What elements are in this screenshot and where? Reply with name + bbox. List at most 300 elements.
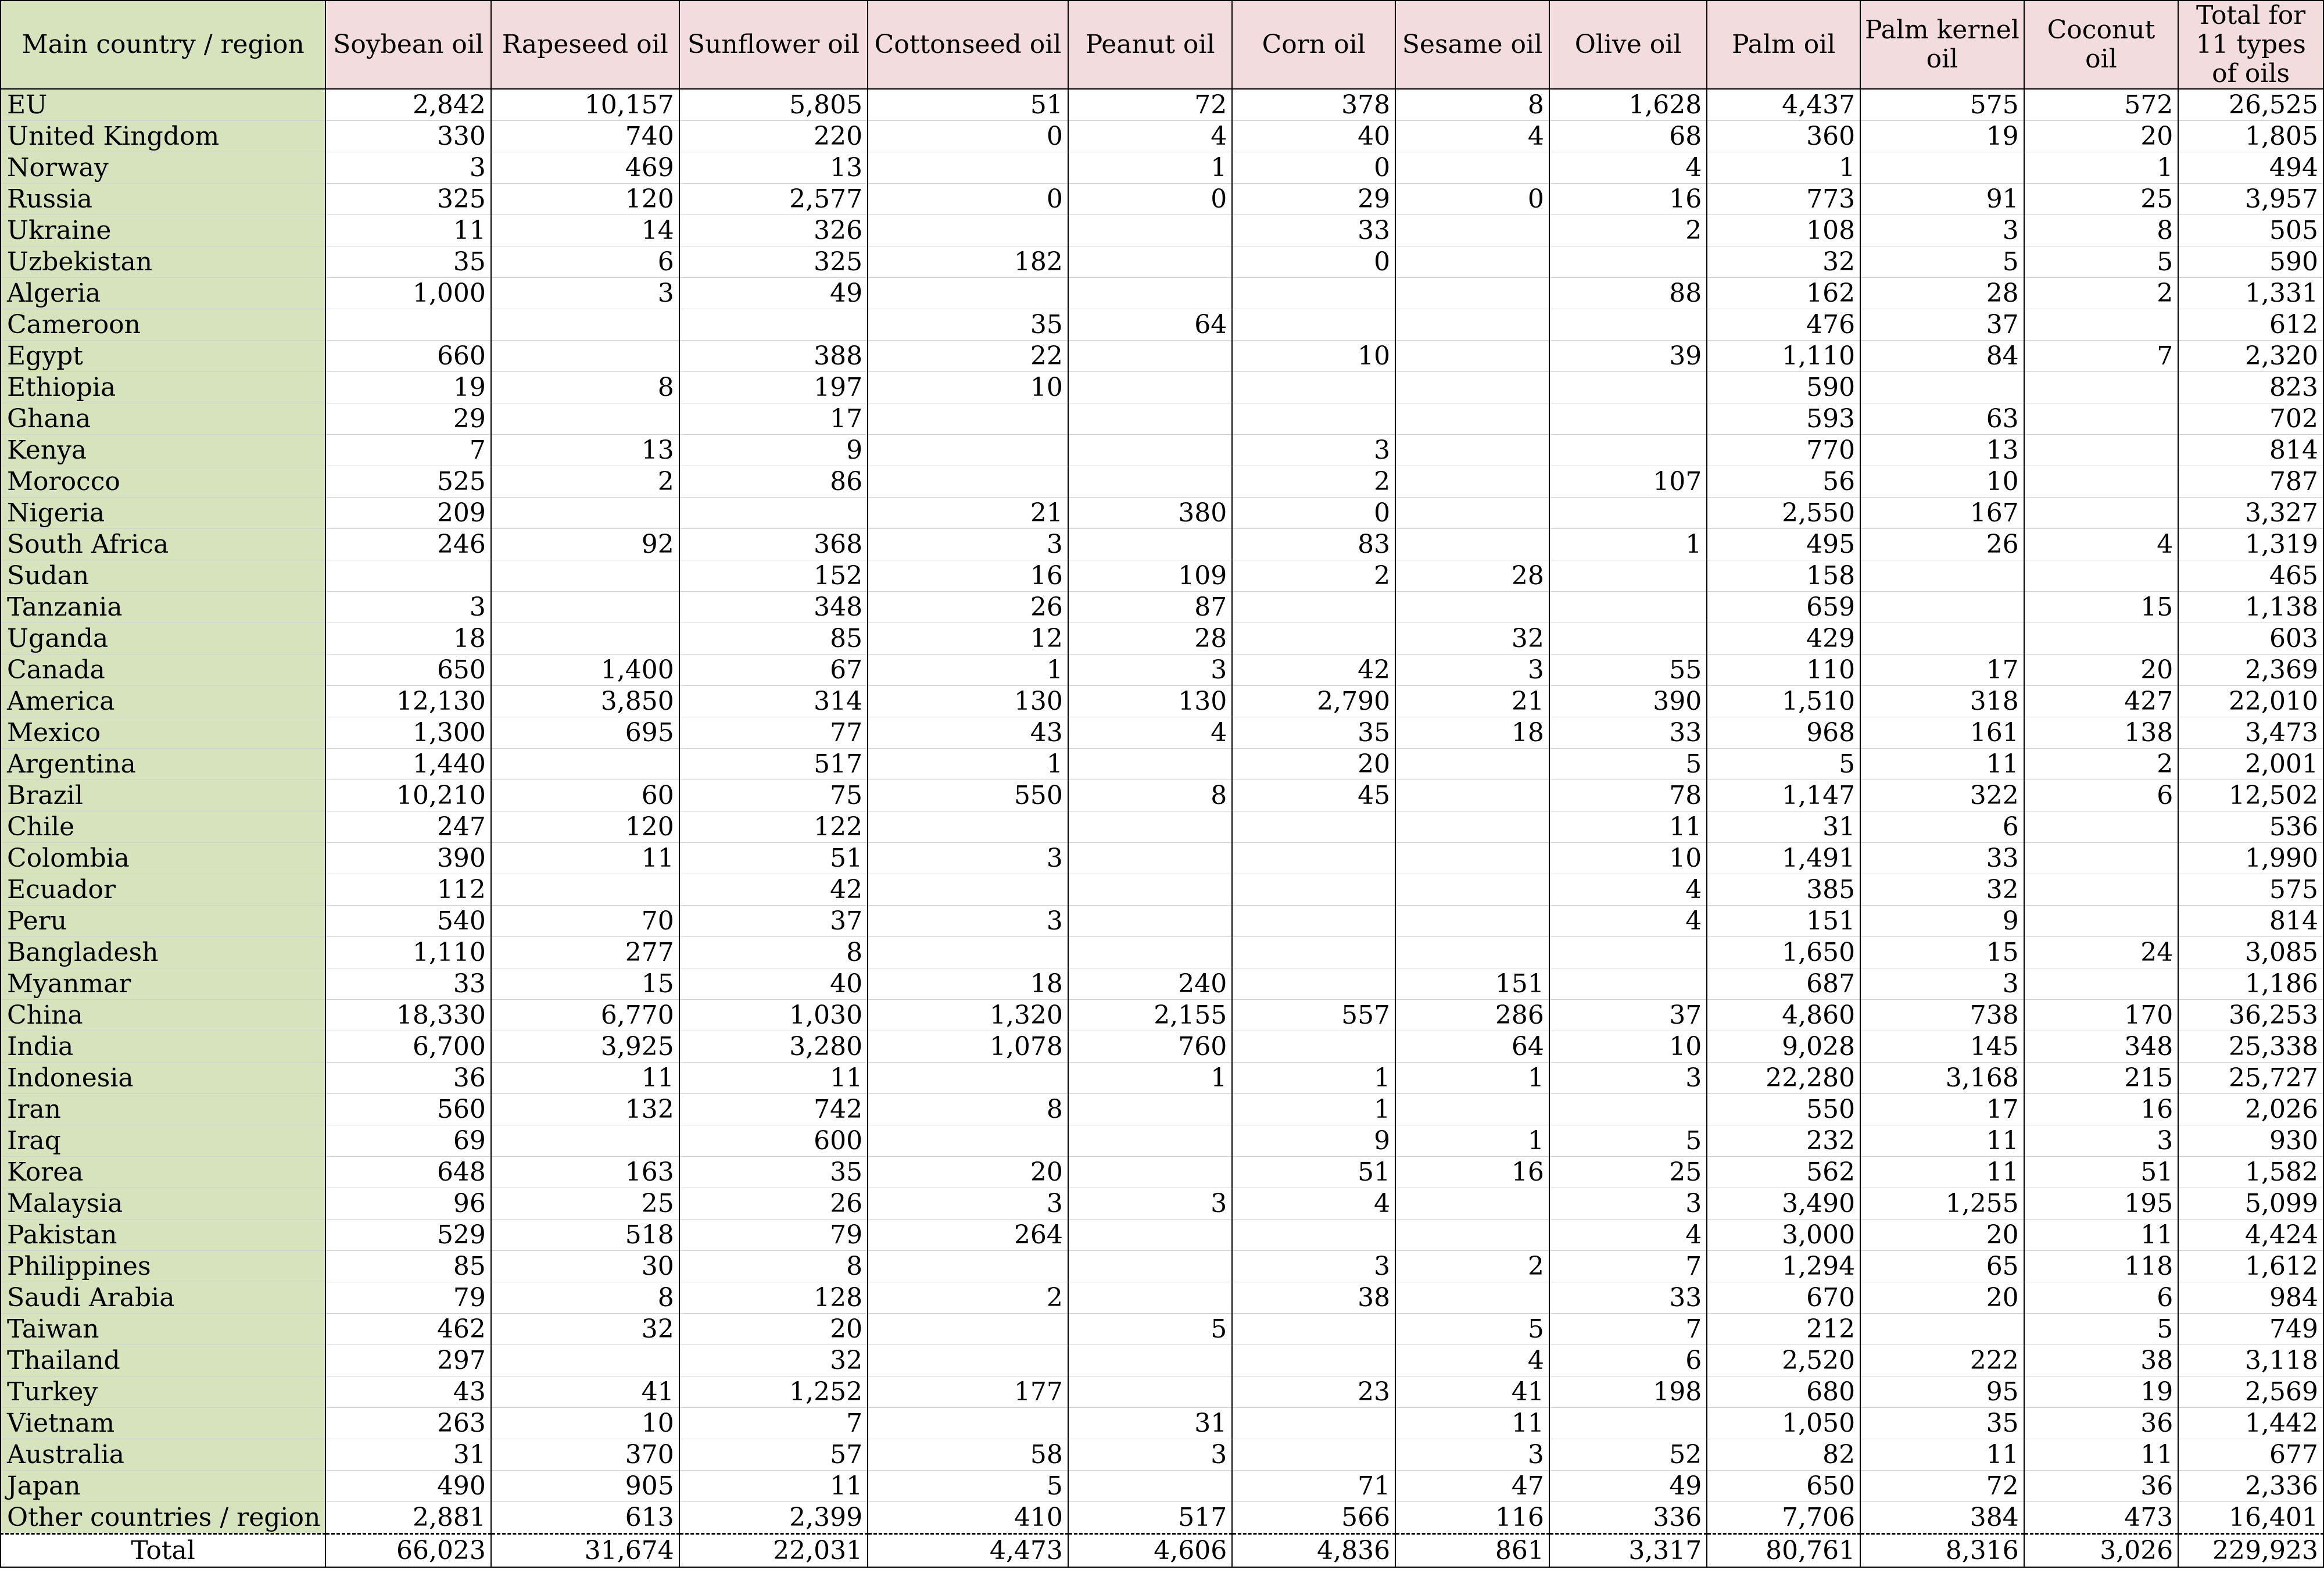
value-cell[interactable]: 16: [1395, 1157, 1549, 1188]
value-cell[interactable]: 13: [491, 435, 679, 466]
value-cell[interactable]: 2,881: [325, 1502, 491, 1534]
value-cell[interactable]: 429: [1707, 623, 1860, 655]
country-cell[interactable]: Kenya: [1, 435, 325, 466]
value-cell[interactable]: [1395, 937, 1549, 968]
value-cell[interactable]: 1,147: [1707, 780, 1860, 811]
value-cell[interactable]: 7: [1549, 1314, 1707, 1345]
column-header-cell[interactable]: Total for 11 types of oils: [2178, 1, 2323, 89]
value-cell[interactable]: 2,550: [1707, 498, 1860, 529]
value-cell[interactable]: [1395, 843, 1549, 874]
value-cell[interactable]: 13: [679, 152, 868, 184]
value-cell[interactable]: [1395, 372, 1549, 403]
value-cell[interactable]: 19: [2024, 1376, 2179, 1408]
value-cell[interactable]: [1549, 592, 1707, 623]
value-cell[interactable]: 64: [1395, 1031, 1549, 1063]
value-cell[interactable]: [325, 560, 491, 592]
value-cell[interactable]: 39: [1549, 341, 1707, 372]
value-cell[interactable]: 78: [1549, 780, 1707, 811]
value-cell[interactable]: 5: [1860, 246, 2024, 278]
value-cell[interactable]: [2024, 811, 2179, 843]
value-cell[interactable]: 1: [1549, 529, 1707, 560]
value-cell[interactable]: 612: [2178, 309, 2323, 341]
value-cell[interactable]: 17: [1860, 1094, 2024, 1125]
value-cell[interactable]: [1395, 1094, 1549, 1125]
value-cell[interactable]: 7: [325, 435, 491, 466]
value-cell[interactable]: 968: [1707, 717, 1860, 749]
value-cell[interactable]: [1068, 466, 1232, 498]
value-cell[interactable]: 6: [2024, 780, 2179, 811]
value-cell[interactable]: [2024, 968, 2179, 1000]
value-cell[interactable]: 41: [1395, 1376, 1549, 1408]
value-cell[interactable]: 33: [1549, 1282, 1707, 1314]
value-cell[interactable]: 151: [1707, 906, 1860, 937]
value-cell[interactable]: 109: [1068, 560, 1232, 592]
value-cell[interactable]: 128: [679, 1282, 868, 1314]
value-cell[interactable]: [491, 874, 679, 906]
value-cell[interactable]: [868, 278, 1068, 309]
value-cell[interactable]: 28: [1395, 560, 1549, 592]
value-cell[interactable]: [491, 1125, 679, 1157]
value-cell[interactable]: 11: [2024, 1439, 2179, 1471]
value-cell[interactable]: 3,168: [1860, 1063, 2024, 1094]
value-cell[interactable]: 28: [1860, 278, 2024, 309]
value-cell[interactable]: 348: [2024, 1031, 2179, 1063]
value-cell[interactable]: 6: [491, 246, 679, 278]
value-cell[interactable]: 0: [1232, 246, 1395, 278]
value-cell[interactable]: 476: [1707, 309, 1860, 341]
value-cell[interactable]: 286: [1395, 1000, 1549, 1031]
value-cell[interactable]: 3: [1232, 435, 1395, 466]
country-cell[interactable]: Malaysia: [1, 1188, 325, 1220]
country-cell[interactable]: Peru: [1, 906, 325, 937]
value-cell[interactable]: 163: [491, 1157, 679, 1188]
value-cell[interactable]: 5,099: [2178, 1188, 2323, 1220]
value-cell[interactable]: 2,369: [2178, 655, 2323, 686]
value-cell[interactable]: 11: [679, 1063, 868, 1094]
value-cell[interactable]: 3,280: [679, 1031, 868, 1063]
value-cell[interactable]: 35: [679, 1157, 868, 1188]
value-cell[interactable]: 8: [491, 372, 679, 403]
value-cell[interactable]: 14: [491, 215, 679, 246]
value-cell[interactable]: 31: [1707, 811, 1860, 843]
value-cell[interactable]: 1,186: [2178, 968, 2323, 1000]
value-cell[interactable]: [1395, 780, 1549, 811]
value-cell[interactable]: 4,860: [1707, 1000, 1860, 1031]
value-cell[interactable]: [868, 215, 1068, 246]
value-cell[interactable]: 593: [1707, 403, 1860, 435]
value-cell[interactable]: 3,925: [491, 1031, 679, 1063]
column-header-cell[interactable]: Sesame oil: [1395, 1, 1549, 89]
value-cell[interactable]: 5: [1549, 749, 1707, 780]
value-cell[interactable]: 16: [868, 560, 1068, 592]
country-cell[interactable]: Ecuador: [1, 874, 325, 906]
value-cell[interactable]: 11: [491, 1063, 679, 1094]
value-cell[interactable]: 0: [1232, 498, 1395, 529]
value-cell[interactable]: 3: [1068, 1439, 1232, 1471]
country-cell[interactable]: Iraq: [1, 1125, 325, 1157]
value-cell[interactable]: 38: [2024, 1345, 2179, 1376]
value-cell[interactable]: [679, 309, 868, 341]
value-cell[interactable]: 8: [1395, 89, 1549, 121]
value-cell[interactable]: 702: [2178, 403, 2323, 435]
total-value-cell[interactable]: 66,023: [325, 1534, 491, 1568]
value-cell[interactable]: 3: [1395, 1439, 1549, 1471]
total-label-cell[interactable]: Total: [1, 1534, 325, 1568]
value-cell[interactable]: 326: [679, 215, 868, 246]
value-cell[interactable]: 3: [1395, 655, 1549, 686]
value-cell[interactable]: 494: [2178, 152, 2323, 184]
total-value-cell[interactable]: 4,606: [1068, 1534, 1232, 1568]
country-cell[interactable]: Other countries / region: [1, 1502, 325, 1534]
value-cell[interactable]: [1549, 937, 1707, 968]
value-cell[interactable]: [1395, 215, 1549, 246]
value-cell[interactable]: 4: [1068, 121, 1232, 152]
value-cell[interactable]: 557: [1232, 1000, 1395, 1031]
value-cell[interactable]: [491, 1345, 679, 1376]
value-cell[interactable]: [2024, 623, 2179, 655]
value-cell[interactable]: 4: [1549, 874, 1707, 906]
value-cell[interactable]: 120: [491, 811, 679, 843]
corner-header-cell[interactable]: Main country / region: [1, 1, 325, 89]
value-cell[interactable]: 384: [1860, 1502, 2024, 1534]
value-cell[interactable]: 37: [1549, 1000, 1707, 1031]
total-value-cell[interactable]: 3,026: [2024, 1534, 2179, 1568]
value-cell[interactable]: 360: [1707, 121, 1860, 152]
value-cell[interactable]: [1860, 560, 2024, 592]
value-cell[interactable]: 3: [1232, 1251, 1395, 1282]
value-cell[interactable]: [868, 1125, 1068, 1157]
value-cell[interactable]: [1232, 906, 1395, 937]
value-cell[interactable]: 167: [1860, 498, 2024, 529]
value-cell[interactable]: 20: [1232, 749, 1395, 780]
column-header-cell[interactable]: Palm oil: [1707, 1, 1860, 89]
country-cell[interactable]: Algeria: [1, 278, 325, 309]
value-cell[interactable]: 562: [1707, 1157, 1860, 1188]
value-cell[interactable]: 6: [2024, 1282, 2179, 1314]
value-cell[interactable]: 29: [1232, 184, 1395, 215]
value-cell[interactable]: 378: [1232, 89, 1395, 121]
value-cell[interactable]: 35: [1232, 717, 1395, 749]
value-cell[interactable]: 1,252: [679, 1376, 868, 1408]
total-value-cell[interactable]: 3,317: [1549, 1534, 1707, 1568]
value-cell[interactable]: 158: [1707, 560, 1860, 592]
country-cell[interactable]: Australia: [1, 1439, 325, 1471]
value-cell[interactable]: 138: [2024, 717, 2179, 749]
value-cell[interactable]: 3: [1549, 1063, 1707, 1094]
value-cell[interactable]: [491, 592, 679, 623]
value-cell[interactable]: 473: [2024, 1502, 2179, 1534]
value-cell[interactable]: 49: [679, 278, 868, 309]
column-header-cell[interactable]: Palm kernel oil: [1860, 1, 2024, 89]
value-cell[interactable]: 11: [325, 215, 491, 246]
country-cell[interactable]: India: [1, 1031, 325, 1063]
value-cell[interactable]: 8: [868, 1094, 1068, 1125]
value-cell[interactable]: 4: [1395, 1345, 1549, 1376]
value-cell[interactable]: 1,990: [2178, 843, 2323, 874]
country-cell[interactable]: Cameroon: [1, 309, 325, 341]
value-cell[interactable]: 590: [2178, 246, 2323, 278]
country-cell[interactable]: Pakistan: [1, 1220, 325, 1251]
value-cell[interactable]: 4: [1068, 717, 1232, 749]
value-cell[interactable]: [1232, 372, 1395, 403]
value-cell[interactable]: 15: [1860, 937, 2024, 968]
country-cell[interactable]: EU: [1, 89, 325, 121]
country-cell[interactable]: Nigeria: [1, 498, 325, 529]
value-cell[interactable]: [1395, 592, 1549, 623]
value-cell[interactable]: [491, 498, 679, 529]
value-cell[interactable]: 40: [1232, 121, 1395, 152]
value-cell[interactable]: 29: [325, 403, 491, 435]
value-cell[interactable]: [1068, 341, 1232, 372]
value-cell[interactable]: [868, 1251, 1068, 1282]
value-cell[interactable]: [1068, 1220, 1232, 1251]
value-cell[interactable]: [2024, 906, 2179, 937]
country-cell[interactable]: Ethiopia: [1, 372, 325, 403]
value-cell[interactable]: 385: [1707, 874, 1860, 906]
value-cell[interactable]: 120: [491, 184, 679, 215]
country-cell[interactable]: Iran: [1, 1094, 325, 1125]
value-cell[interactable]: 3,118: [2178, 1345, 2323, 1376]
value-cell[interactable]: 575: [1860, 89, 2024, 121]
value-cell[interactable]: 2: [1549, 215, 1707, 246]
value-cell[interactable]: 197: [679, 372, 868, 403]
value-cell[interactable]: 32: [1860, 874, 2024, 906]
value-cell[interactable]: 30: [491, 1251, 679, 1282]
country-cell[interactable]: Canada: [1, 655, 325, 686]
value-cell[interactable]: [1068, 937, 1232, 968]
value-cell[interactable]: 10,157: [491, 89, 679, 121]
value-cell[interactable]: 0: [1232, 152, 1395, 184]
country-cell[interactable]: Ukraine: [1, 215, 325, 246]
value-cell[interactable]: [868, 1063, 1068, 1094]
value-cell[interactable]: 22,280: [1707, 1063, 1860, 1094]
value-cell[interactable]: 198: [1549, 1376, 1707, 1408]
value-cell[interactable]: [1395, 906, 1549, 937]
country-cell[interactable]: Morocco: [1, 466, 325, 498]
value-cell[interactable]: 20: [1860, 1282, 2024, 1314]
value-cell[interactable]: [2024, 309, 2179, 341]
value-cell[interactable]: 1: [1068, 152, 1232, 184]
value-cell[interactable]: 55: [1549, 655, 1707, 686]
value-cell[interactable]: 7: [679, 1408, 868, 1439]
value-cell[interactable]: 1,300: [325, 717, 491, 749]
value-cell[interactable]: [1232, 874, 1395, 906]
column-header-cell[interactable]: Soybean oil: [325, 1, 491, 89]
value-cell[interactable]: [868, 466, 1068, 498]
value-cell[interactable]: [1395, 749, 1549, 780]
value-cell[interactable]: [868, 435, 1068, 466]
value-cell[interactable]: 42: [1232, 655, 1395, 686]
value-cell[interactable]: 1,294: [1707, 1251, 1860, 1282]
column-header-cell[interactable]: Cottonseed oil: [868, 1, 1068, 89]
value-cell[interactable]: 325: [679, 246, 868, 278]
value-cell[interactable]: 1,650: [1707, 937, 1860, 968]
value-cell[interactable]: 145: [1860, 1031, 2024, 1063]
value-cell[interactable]: [1232, 278, 1395, 309]
value-cell[interactable]: [1068, 1251, 1232, 1282]
value-cell[interactable]: 2,790: [1232, 686, 1395, 717]
value-cell[interactable]: 1,000: [325, 278, 491, 309]
value-cell[interactable]: 1: [1395, 1125, 1549, 1157]
value-cell[interactable]: [1395, 246, 1549, 278]
value-cell[interactable]: [868, 1408, 1068, 1439]
value-cell[interactable]: [1232, 309, 1395, 341]
value-cell[interactable]: 760: [1068, 1031, 1232, 1063]
value-cell[interactable]: [1395, 435, 1549, 466]
value-cell[interactable]: 3: [1549, 1188, 1707, 1220]
value-cell[interactable]: 69: [325, 1125, 491, 1157]
value-cell[interactable]: 695: [491, 717, 679, 749]
country-cell[interactable]: Vietnam: [1, 1408, 325, 1439]
value-cell[interactable]: 670: [1707, 1282, 1860, 1314]
value-cell[interactable]: [1068, 843, 1232, 874]
value-cell[interactable]: 984: [2178, 1282, 2323, 1314]
total-value-cell[interactable]: 80,761: [1707, 1534, 1860, 1568]
value-cell[interactable]: 3,850: [491, 686, 679, 717]
value-cell[interactable]: 49: [1549, 1471, 1707, 1502]
value-cell[interactable]: 19: [1860, 121, 2024, 152]
value-cell[interactable]: 209: [325, 498, 491, 529]
total-value-cell[interactable]: 4,836: [1232, 1534, 1395, 1568]
value-cell[interactable]: 2,320: [2178, 341, 2323, 372]
value-cell[interactable]: [1232, 1314, 1395, 1345]
value-cell[interactable]: [1068, 403, 1232, 435]
value-cell[interactable]: [679, 498, 868, 529]
value-cell[interactable]: 85: [679, 623, 868, 655]
value-cell[interactable]: 1,400: [491, 655, 679, 686]
value-cell[interactable]: 1,110: [325, 937, 491, 968]
value-cell[interactable]: 3: [1860, 968, 2024, 1000]
value-cell[interactable]: 0: [1068, 184, 1232, 215]
country-cell[interactable]: Tanzania: [1, 592, 325, 623]
value-cell[interactable]: 43: [868, 717, 1068, 749]
value-cell[interactable]: 70: [491, 906, 679, 937]
value-cell[interactable]: 51: [2024, 1157, 2179, 1188]
value-cell[interactable]: 15: [2024, 592, 2179, 623]
value-cell[interactable]: 490: [325, 1471, 491, 1502]
value-cell[interactable]: 177: [868, 1376, 1068, 1408]
value-cell[interactable]: 517: [679, 749, 868, 780]
value-cell[interactable]: 232: [1707, 1125, 1860, 1157]
country-cell[interactable]: Egypt: [1, 341, 325, 372]
value-cell[interactable]: 380: [1068, 498, 1232, 529]
value-cell[interactable]: 220: [679, 121, 868, 152]
total-value-cell[interactable]: 8,316: [1860, 1534, 2024, 1568]
value-cell[interactable]: 2,336: [2178, 1471, 2323, 1502]
value-cell[interactable]: 12,502: [2178, 780, 2323, 811]
value-cell[interactable]: 42: [679, 874, 868, 906]
value-cell[interactable]: [1395, 403, 1549, 435]
value-cell[interactable]: 687: [1707, 968, 1860, 1000]
value-cell[interactable]: 390: [1549, 686, 1707, 717]
column-header-cell[interactable]: Rapeseed oil: [491, 1, 679, 89]
value-cell[interactable]: 2,577: [679, 184, 868, 215]
value-cell[interactable]: 79: [679, 1220, 868, 1251]
value-cell[interactable]: 122: [679, 811, 868, 843]
value-cell[interactable]: 182: [868, 246, 1068, 278]
value-cell[interactable]: 47: [1395, 1471, 1549, 1502]
value-cell[interactable]: 659: [1707, 592, 1860, 623]
country-cell[interactable]: Uzbekistan: [1, 246, 325, 278]
value-cell[interactable]: [1068, 372, 1232, 403]
value-cell[interactable]: 17: [1860, 655, 2024, 686]
value-cell[interactable]: 11: [1860, 1439, 2024, 1471]
value-cell[interactable]: [1068, 1094, 1232, 1125]
value-cell[interactable]: [1232, 811, 1395, 843]
value-cell[interactable]: [1068, 278, 1232, 309]
value-cell[interactable]: [1068, 215, 1232, 246]
value-cell[interactable]: 63: [1860, 403, 2024, 435]
value-cell[interactable]: 161: [1860, 717, 2024, 749]
value-cell[interactable]: 2,001: [2178, 749, 2323, 780]
value-cell[interactable]: 264: [868, 1220, 1068, 1251]
value-cell[interactable]: 650: [325, 655, 491, 686]
value-cell[interactable]: 18,330: [325, 1000, 491, 1031]
value-cell[interactable]: 96: [325, 1188, 491, 1220]
value-cell[interactable]: [1860, 623, 2024, 655]
value-cell[interactable]: 390: [325, 843, 491, 874]
value-cell[interactable]: 410: [868, 1502, 1068, 1534]
value-cell[interactable]: 1: [1232, 1094, 1395, 1125]
value-cell[interactable]: [1068, 1282, 1232, 1314]
value-cell[interactable]: 603: [2178, 623, 2323, 655]
value-cell[interactable]: 2: [2024, 749, 2179, 780]
value-cell[interactable]: [2024, 498, 2179, 529]
value-cell[interactable]: 10: [1232, 341, 1395, 372]
value-cell[interactable]: 9: [679, 435, 868, 466]
value-cell[interactable]: 19: [325, 372, 491, 403]
value-cell[interactable]: [1068, 435, 1232, 466]
value-cell[interactable]: [1549, 403, 1707, 435]
value-cell[interactable]: [868, 1345, 1068, 1376]
value-cell[interactable]: [1395, 309, 1549, 341]
value-cell[interactable]: 68: [1549, 121, 1707, 152]
value-cell[interactable]: [868, 874, 1068, 906]
value-cell[interactable]: [1549, 246, 1707, 278]
value-cell[interactable]: 1: [1395, 1063, 1549, 1094]
column-header-cell[interactable]: Coconut oil: [2024, 1, 2179, 89]
value-cell[interactable]: 5: [868, 1471, 1068, 1502]
value-cell[interactable]: 550: [868, 780, 1068, 811]
value-cell[interactable]: 9,028: [1707, 1031, 1860, 1063]
value-cell[interactable]: [1549, 1408, 1707, 1439]
value-cell[interactable]: 18: [1395, 717, 1549, 749]
value-cell[interactable]: 22,010: [2178, 686, 2323, 717]
value-cell[interactable]: 36: [2024, 1408, 2179, 1439]
value-cell[interactable]: 37: [1860, 309, 2024, 341]
value-cell[interactable]: [1395, 1220, 1549, 1251]
value-cell[interactable]: [1395, 1282, 1549, 1314]
value-cell[interactable]: 1,110: [1707, 341, 1860, 372]
value-cell[interactable]: 37: [679, 906, 868, 937]
value-cell[interactable]: 32: [1707, 246, 1860, 278]
value-cell[interactable]: 52: [1549, 1439, 1707, 1471]
value-cell[interactable]: [1549, 372, 1707, 403]
value-cell[interactable]: 469: [491, 152, 679, 184]
value-cell[interactable]: 116: [1395, 1502, 1549, 1534]
total-value-cell[interactable]: 22,031: [679, 1534, 868, 1568]
value-cell[interactable]: 36: [325, 1063, 491, 1094]
value-cell[interactable]: 18: [325, 623, 491, 655]
value-cell[interactable]: 536: [2178, 811, 2323, 843]
value-cell[interactable]: 2,026: [2178, 1094, 2323, 1125]
value-cell[interactable]: 36: [2024, 1471, 2179, 1502]
value-cell[interactable]: [1068, 1376, 1232, 1408]
value-cell[interactable]: [2024, 843, 2179, 874]
value-cell[interactable]: 43: [325, 1376, 491, 1408]
value-cell[interactable]: 336: [1549, 1502, 1707, 1534]
value-cell[interactable]: 152: [679, 560, 868, 592]
